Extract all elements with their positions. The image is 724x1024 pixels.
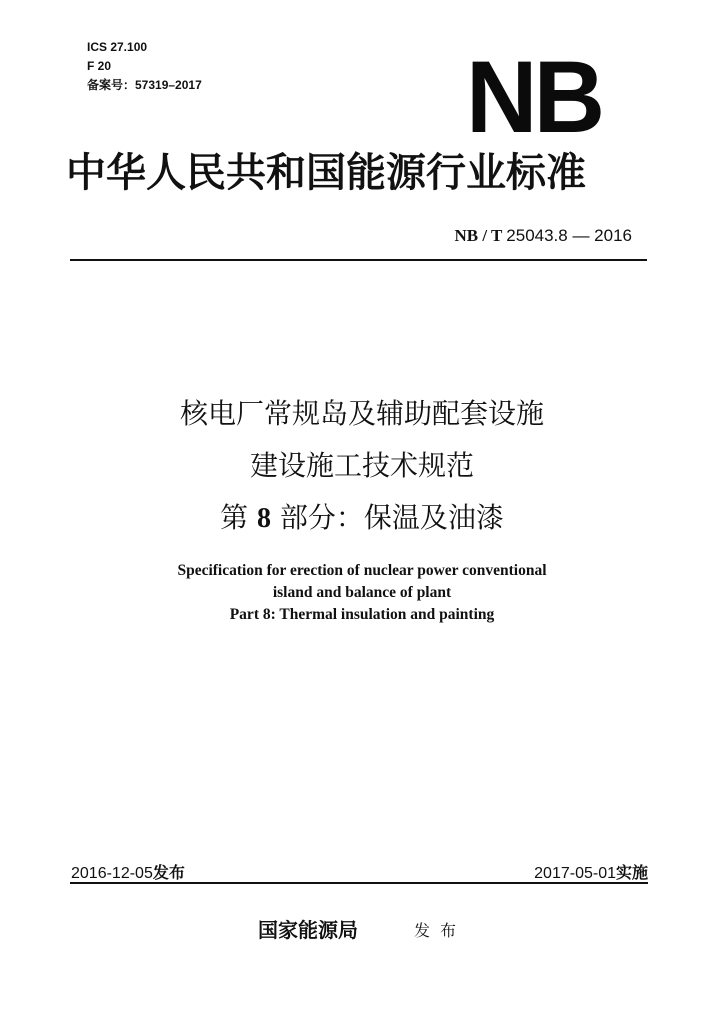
english-title-line-2: island and balance of plant: [272, 584, 452, 601]
effective-date: [534, 860, 648, 883]
issue-date-suffix: 发布: [152, 865, 185, 882]
org-title: 中华人民共和国能源行业标准: [66, 149, 586, 196]
effective-date-suffix: 实施: [615, 865, 648, 882]
part-title: 部分：保温及油漆: [279, 501, 504, 534]
standard-prefix: NB / T: [454, 226, 503, 245]
issue-date: [71, 860, 185, 883]
record-number: 备案号：57319–2017: [87, 78, 202, 92]
chinese-title: [0, 388, 724, 545]
part-prefix: 第: [220, 501, 249, 534]
chinese-title-line-3: [0, 492, 724, 545]
english-title-line-1: Specification for erection of nuclear power conventional: [177, 562, 547, 579]
standard-number: [454, 226, 632, 246]
english-title: [0, 560, 724, 626]
part-number: 8: [257, 503, 271, 534]
issue-date-value: 2016-12-05: [71, 865, 153, 882]
classification-block: [87, 38, 202, 95]
chinese-title-line-1: 核电厂常规岛及辅助配套设施: [179, 397, 544, 430]
chinese-title-line-2: 建设施工技术规范: [249, 449, 474, 482]
ics-code: ICS 27.100: [87, 40, 148, 54]
issuing-action: 发布: [414, 921, 467, 940]
issuing-authority: 国家能源局: [258, 918, 358, 942]
nb-logo: NB: [466, 40, 602, 154]
ccs-code: F 20: [87, 59, 112, 73]
effective-date-value: 2017-05-01: [534, 865, 616, 882]
bottom-divider: [70, 882, 648, 884]
standard-code: 25043.8 — 2016: [506, 226, 632, 245]
english-title-line-3: Part 8: Thermal insulation and painting: [229, 606, 495, 623]
top-divider: [70, 259, 647, 261]
